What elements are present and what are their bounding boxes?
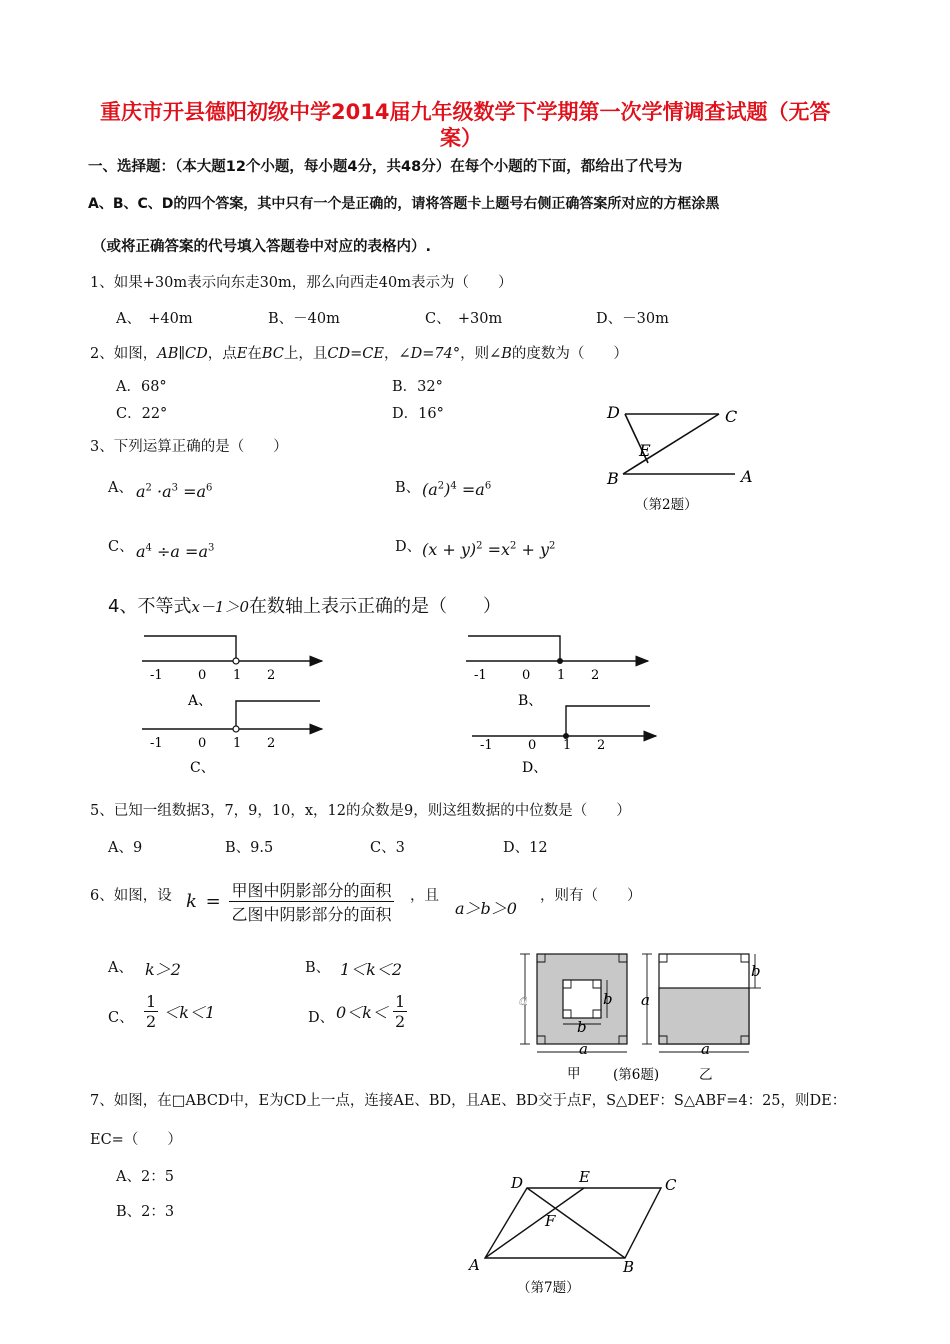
q2-caption: （第2题） (635, 497, 698, 513)
svg-text:E: E (579, 1168, 590, 1186)
q4-number-lines (130, 625, 690, 775)
q6-stem-mid: ，且 (410, 888, 439, 904)
svg-text:-1: -1 (150, 736, 163, 751)
svg-text:C: C (665, 1176, 677, 1194)
q2-option-a: A．68° (116, 379, 167, 395)
q4-option-c: C、 (190, 760, 215, 775)
q7-stem: 7、如图，在□ABCD中，E为CD上一点，连接AE、BD，且AE、BD交于点F，S△DEF：S△ABF=4：25，则DE： (90, 1093, 847, 1109)
q2-option-d: D．16° (392, 406, 444, 422)
svg-text:1: 1 (233, 736, 242, 751)
svg-text:1: 1 (557, 668, 566, 683)
q1-option-b: B、－40m (268, 311, 340, 327)
section-instructions: A、B、C、D的四个答案，其中只有一个是正确的，请将答题卡上题号右侧正确答案所对应的方框涂黑 (88, 196, 720, 212)
svg-text:2: 2 (597, 738, 606, 753)
q3-option-c-label: C、 (108, 539, 134, 555)
fig-jia-hole (563, 980, 601, 1018)
svg-text:1: 1 (233, 668, 242, 683)
q5-option-d: D、12 (503, 840, 548, 856)
svg-text:2: 2 (267, 668, 276, 683)
q5-option-b: B、9.5 (225, 840, 274, 856)
label-b: B (607, 469, 619, 488)
q6-figure (515, 948, 775, 1086)
svg-text:D: D (511, 1174, 524, 1192)
fig-label-yi: 乙 (699, 1067, 713, 1083)
svg-text:b: b (577, 1018, 587, 1036)
svg-text:a: a (519, 991, 528, 1009)
svg-text:b: b (603, 990, 613, 1008)
label-a: A (741, 467, 753, 486)
svg-text:B: B (623, 1258, 635, 1276)
fig-yi-shaded (659, 988, 749, 1044)
diagonal-bd (527, 1188, 625, 1258)
section-instructions-2: （或将正确答案的代号填入答题卷中对应的表格内）. (92, 239, 432, 255)
q7-option-a: A、2：5 (116, 1169, 174, 1185)
q7-stem-2: EC=（ ） (90, 1132, 182, 1148)
q4-option-b: B、 (518, 693, 543, 709)
q3-option-c-math: $a^4 \div a =a^3$ (136, 542, 215, 561)
segment-ae (485, 1188, 584, 1258)
svg-text:a: a (701, 1040, 710, 1058)
q4-stem: 4、不等式x－1＞0在数轴上表示正确的是（ ） (108, 596, 501, 617)
q6-stem-prefix: 6、如图，设 (90, 888, 172, 904)
q4-option-d: D、 (522, 760, 548, 775)
q3-option-a-math: $a^2 \cdot a^3 =a^6$ (136, 482, 213, 501)
svg-text:0: 0 (198, 736, 207, 751)
segment-cb (623, 414, 719, 474)
svg-text:b: b (751, 962, 761, 980)
q4-a-open-dot (233, 658, 239, 664)
q1-option-a: A、 +40m (116, 311, 193, 327)
fig-label-jia: 甲 (567, 1066, 581, 1082)
q6-option-a-label: A、 (108, 960, 133, 976)
q2-option-b: B．32° (392, 379, 443, 395)
svg-text:0: 0 (198, 668, 207, 683)
svg-text:-1: -1 (480, 738, 493, 753)
page-title: 重庆市开县德阳初级中学2014届九年级数学下学期第一次学情调查试题（无答 (100, 100, 831, 124)
q6-option-d: 0＜k＜ $\frac{1}{2}$ (336, 992, 406, 1031)
fig-caption-6: (第6题) (613, 1067, 660, 1083)
svg-text:0: 0 (528, 738, 537, 753)
q6-option-c: $\frac{1}{2}$ ＜k＜1 (146, 992, 216, 1031)
q7-caption: （第7题） (517, 1280, 580, 1296)
q5-option-a: A、9 (108, 840, 143, 856)
q2-stem: 2、如图，AB∥CD，点E在BC上，且CD=CE，∠D=74°，则∠B的度数为（ ） (90, 346, 628, 362)
q6-condition: a＞b＞0 (455, 899, 517, 918)
page-title-line2: 案） (440, 126, 482, 150)
q4-b-filled-dot (557, 658, 563, 664)
svg-text:2: 2 (267, 736, 276, 751)
q6-option-b: 1＜k＜2 (340, 960, 403, 979)
q3-option-d-math: $(x + y)^2 =x^2 + y^2$ (422, 540, 556, 559)
q1-option-d: D、－30m (596, 311, 669, 327)
q3-option-b-math: $(a^2)^4 =a^6$ (422, 480, 492, 499)
parallelogram-abcd (485, 1188, 661, 1258)
q3-option-b-label: B、 (395, 480, 421, 496)
label-e: E (639, 441, 651, 460)
q2-figure (595, 398, 765, 518)
svg-text:2: 2 (591, 668, 600, 683)
q6-option-a: k＞2 (145, 960, 181, 979)
q4-c-open-dot (233, 726, 239, 732)
q1-stem: 1、如果+30m表示向东走30m，那么向西走40m表示为（ ） (90, 275, 513, 291)
section-heading: 一、选择题：（本大题12个小题，每小题4分，共48分）在每个小题的下面，都给出了代号为 (88, 159, 683, 175)
svg-text:1: 1 (563, 738, 572, 753)
q3-option-a-label: A、 (108, 480, 133, 496)
q6-k-definition: k = $\frac{\text{甲图中阴影部分的面积}}{\text{乙图中阴影部分的面积}}$ (186, 878, 394, 925)
q4-option-a: A、 (188, 693, 213, 709)
svg-text:a: a (641, 991, 650, 1009)
label-d: D (607, 403, 620, 422)
q6-stem-suffix: ，则有（ ） (540, 888, 642, 904)
q1-option-c: C、 +30m (425, 311, 503, 327)
q6-option-c-label: C、 (108, 1010, 134, 1026)
q7-option-b: B、2：3 (116, 1204, 175, 1220)
q2-option-c: C．22° (116, 406, 168, 422)
svg-text:a: a (579, 1040, 588, 1058)
svg-text:-1: -1 (474, 668, 487, 683)
q6-option-d-label: D、 (308, 1010, 335, 1026)
svg-text:F: F (545, 1212, 556, 1230)
q5-stem: 5、已知一组数据3，7，9，10，x，12的众数是9，则这组数据的中位数是（ ） (90, 803, 631, 819)
q7-figure (465, 1168, 695, 1296)
label-c: C (725, 407, 738, 426)
svg-text:0: 0 (522, 668, 531, 683)
q6-option-b-label: B、 (305, 960, 331, 976)
svg-text:A: A (469, 1256, 480, 1274)
q3-option-d-label: D、 (395, 539, 422, 555)
svg-text:-1: -1 (150, 668, 163, 683)
q5-option-c: C、3 (370, 840, 405, 856)
q3-stem: 3、下列运算正确的是（ ） (90, 439, 288, 455)
